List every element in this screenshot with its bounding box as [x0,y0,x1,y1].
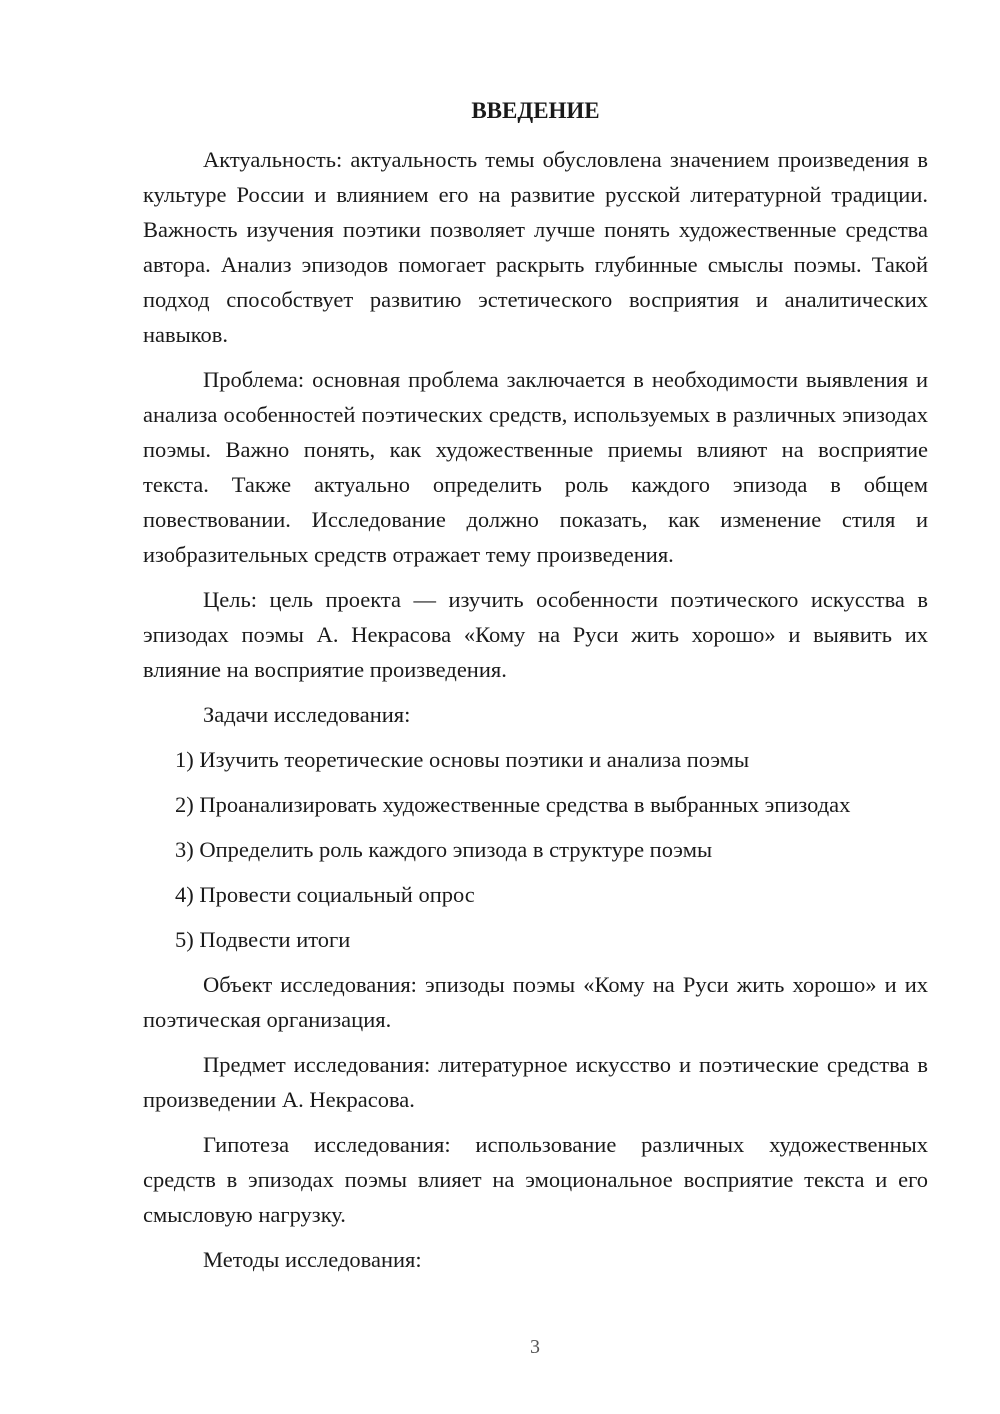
methods-label: Методы исследования: [203,1247,422,1272]
goal-paragraph: Цель: цель проекта — изучить особенности поэтического искусства в эпизодах поэмы А. Некрасова «Кому на Руси жить хорошо» и выявить их влияние на восприятие произведения. [143,587,928,682]
task-item-3: 3) Определить роль каждого эпизода в структуре поэмы [175,837,713,862]
relevance-paragraph: Актуальность: актуальность темы обусловлена значением произведения в культуре России и влиянием его на развитие русской литературной традиции. Важность изучения поэтики позволяет лучше понять художественные средства автора. Анализ эпизодов помогает раскрыть глубинные смыслы поэмы. Такой подход способствует развитию эстетического восприятия и аналитических навыков. [143,147,928,347]
subject-paragraph: Предмет исследования: литературное искусство и поэтические средства в произведении А. Некрасова. [143,1052,928,1112]
tasks-label: Задачи исследования: [203,702,411,727]
page-heading: ВВЕДЕНИЕ [471,98,600,123]
page-number: 3 [530,1336,540,1358]
task-item-1: 1) Изучить теоретические основы поэтики и анализа поэмы [175,747,750,772]
task-item-2: 2) Проанализировать художественные средства в выбранных эпизодах [175,792,851,817]
problem-paragraph: Проблема: основная проблема заключается в необходимости выявления и анализа особенностей поэтических средств, используемых в различных эпизодах поэмы. Важно понять, как художественные приемы влияют на восприятие текста. Также актуально определить роль каждого эпизода в общем повествовании. Исследование должно показать, как изменение стиля и изобразительных средств отражает тему произведения. [143,367,928,567]
tasks-list [143,742,928,957]
object-paragraph: Объект исследования: эпизоды поэмы «Кому на Руси жить хорошо» и их поэтическая организация. [143,972,928,1032]
task-item-4: 4) Провести социальный опрос [175,882,475,907]
hypothesis-paragraph: Гипотеза исследования: использование различных художественных средств в эпизодах поэмы влияет на эмоциональное восприятие текста и его смысловую нагрузку. [143,1132,928,1227]
document-body [143,142,928,1287]
task-item-5: 5) Подвести итоги [175,927,351,952]
